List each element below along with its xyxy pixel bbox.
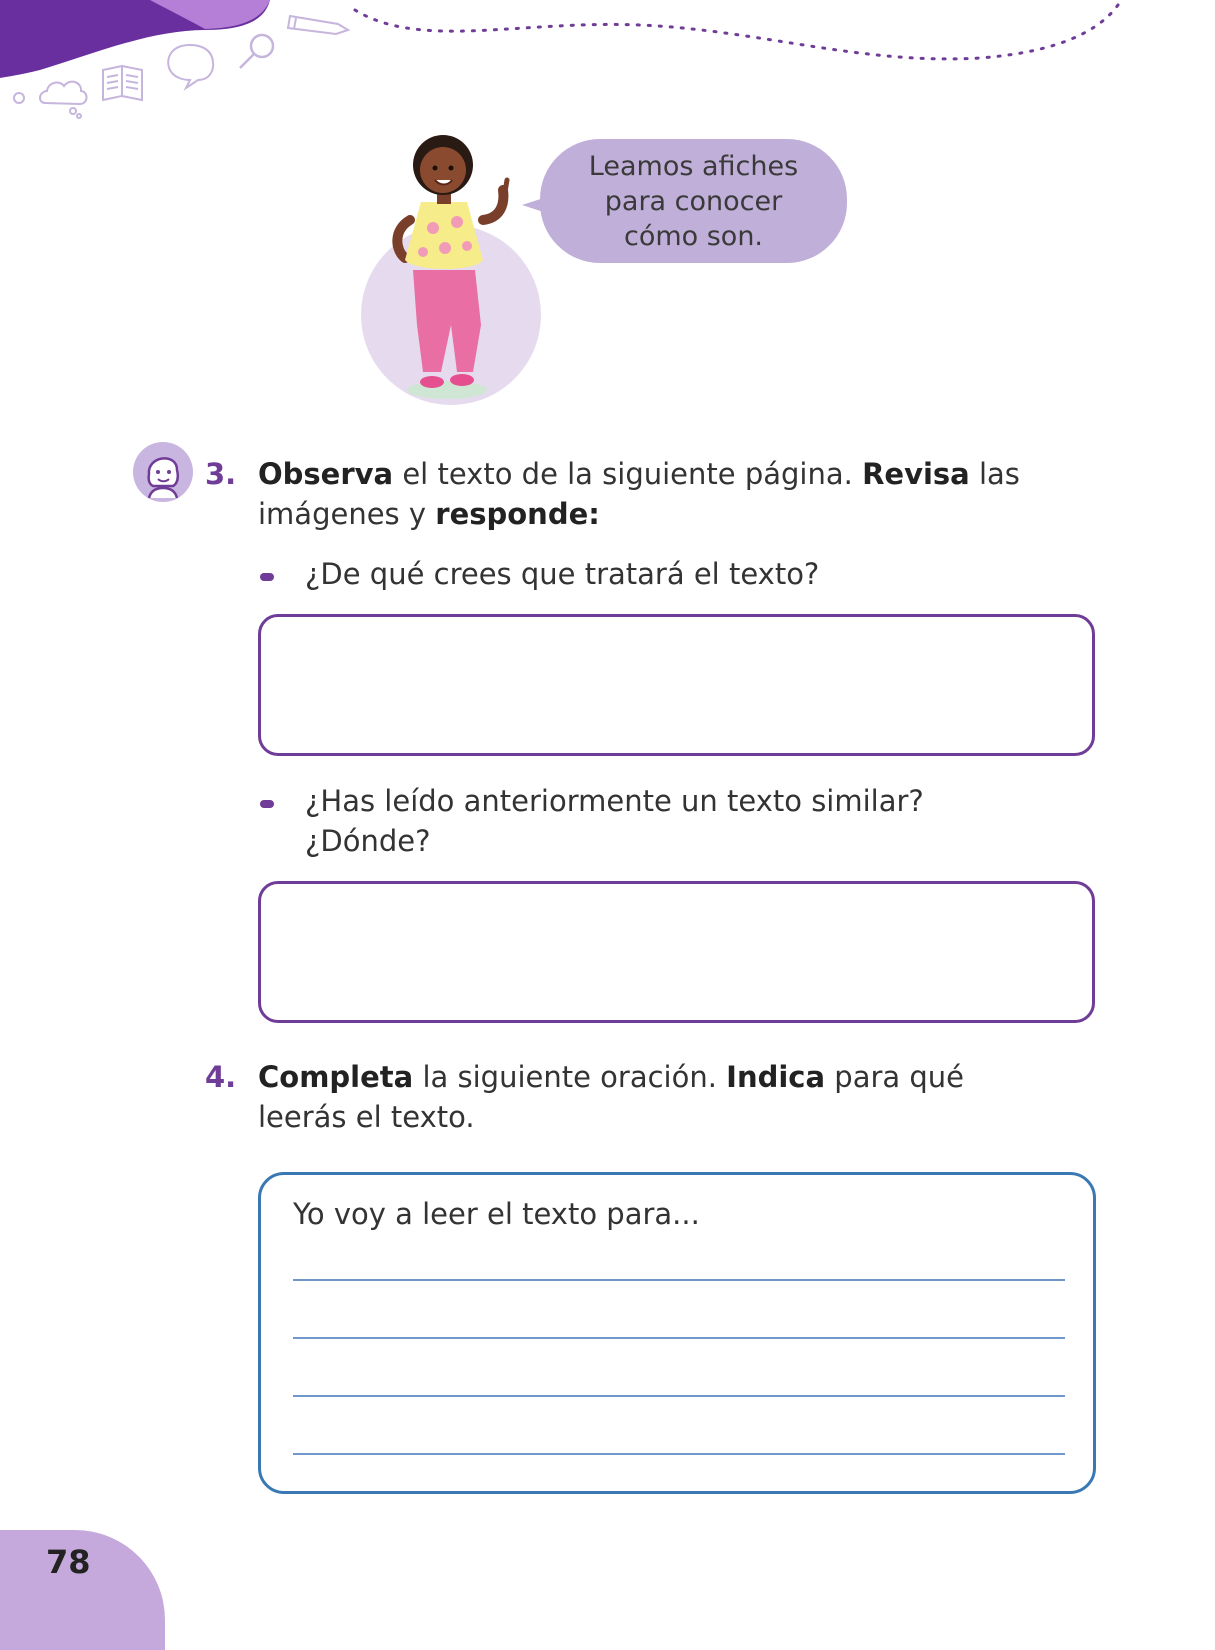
bubble-line-2: para conocer [604, 185, 783, 217]
speech-bubble-icon [168, 45, 213, 88]
q3-keyword-observa: Observa [258, 457, 394, 491]
header-decoration [0, 0, 1215, 140]
writing-prompt: Yo voy a leer el texto para... [293, 1197, 700, 1231]
q3-text-2: las imágenes y [258, 457, 1020, 531]
page-number: 78 [46, 1543, 91, 1581]
girl-character-illustration [355, 110, 555, 420]
q3-text-1: el texto de la siguiente página. [393, 457, 863, 491]
bubble-line-1: Leamos afiches [588, 150, 799, 182]
magnifier-icon [240, 35, 273, 68]
book-icon [103, 66, 142, 100]
q4-keyword-completa: Completa [258, 1060, 414, 1094]
question-3-bullet-1: ¿De qué crees que tratará el texto? [305, 557, 820, 591]
question-3-bullet-2 [305, 781, 1065, 861]
speech-bubble-text [559, 149, 829, 254]
q3-keyword-responde: responde: [435, 497, 600, 531]
writing-line[interactable] [293, 1279, 1065, 1281]
question-3-number: 3. [205, 457, 237, 491]
q4-keyword-indica: Indica [726, 1060, 826, 1094]
bullet-marker [260, 573, 274, 581]
bullet-2-line-2: ¿Dónde? [305, 824, 431, 858]
writing-line[interactable] [293, 1337, 1065, 1339]
student-activity-icon [133, 440, 197, 504]
bubble-line-3: cómo son. [623, 220, 764, 252]
writing-box[interactable] [258, 1172, 1096, 1494]
answer-box-1[interactable] [258, 614, 1095, 756]
pencil-icon [288, 16, 348, 34]
small-circle-icon [14, 93, 24, 103]
bullet-2-line-1: ¿Has leído anteriormente un texto similar? [305, 784, 924, 818]
question-3-text [258, 454, 1058, 534]
answer-box-2[interactable] [258, 881, 1095, 1023]
q3-keyword-revisa: Revisa [862, 457, 970, 491]
writing-line[interactable] [293, 1395, 1065, 1397]
q4-text-1: la siguiente oración. [413, 1060, 727, 1094]
thought-cloud-icon [40, 82, 87, 118]
bullet-marker [260, 800, 274, 808]
question-4-number: 4. [205, 1060, 237, 1094]
speech-bubble [540, 139, 847, 263]
writing-line[interactable] [293, 1453, 1065, 1455]
question-4-text [258, 1057, 1058, 1137]
q4-text-2: para qué leerás el texto. [258, 1060, 965, 1134]
